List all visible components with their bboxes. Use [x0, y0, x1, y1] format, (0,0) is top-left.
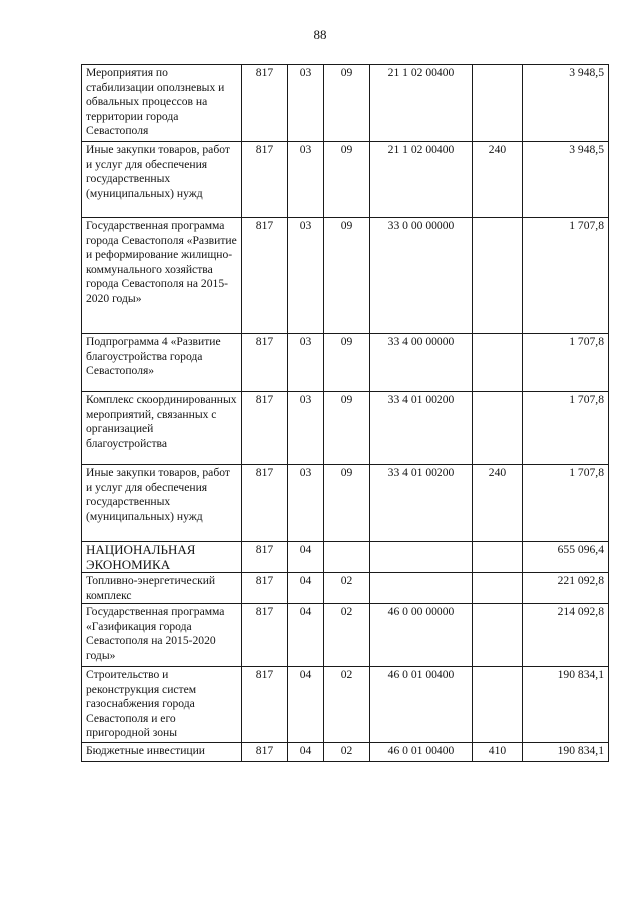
row-expense-type	[473, 65, 523, 142]
row-expense-type	[473, 573, 523, 604]
row-department-code: 817	[242, 334, 288, 392]
table-row	[82, 334, 609, 392]
row-name: Мероприятия по стабилизации оползневых и обвальных процессов на территории города Севастополя	[82, 65, 242, 142]
row-amount: 3 948,5	[523, 65, 609, 142]
row-name: Строительство и реконструкция систем газоснабжения города Севастополя и его пригородной зоны	[82, 667, 242, 743]
row-subsection-code: 09	[324, 65, 370, 142]
row-department-code: 817	[242, 743, 288, 762]
row-section-code: 04	[288, 743, 324, 762]
row-section-code: 03	[288, 334, 324, 392]
row-amount: 221 092,8	[523, 573, 609, 604]
row-amount: 3 948,5	[523, 142, 609, 218]
row-subsection-code	[324, 542, 370, 573]
row-section-code: 04	[288, 573, 324, 604]
table-row	[82, 542, 609, 573]
row-target-article: 46 0 00 00000	[370, 604, 473, 667]
table-row	[82, 743, 609, 762]
page-number: 88	[313, 27, 327, 42]
row-section-code: 03	[288, 65, 324, 142]
row-amount: 214 092,8	[523, 604, 609, 667]
row-expense-type	[473, 334, 523, 392]
table-row	[82, 392, 609, 465]
row-name: Подпрограмма 4 «Развитие благоустройства города Севастополя»	[82, 334, 242, 392]
row-department-code: 817	[242, 573, 288, 604]
row-department-code: 817	[242, 604, 288, 667]
row-target-article: 33 0 00 00000	[370, 218, 473, 334]
row-name: Бюджетные инвестиции	[82, 743, 242, 762]
row-target-article: 46 0 01 00400	[370, 667, 473, 743]
row-amount: 190 834,1	[523, 667, 609, 743]
row-amount: 655 096,4	[523, 542, 609, 573]
row-expense-type: 240	[473, 465, 523, 542]
row-section-code: 03	[288, 142, 324, 218]
row-subsection-code: 09	[324, 142, 370, 218]
table-row	[82, 65, 609, 142]
row-expense-type: 240	[473, 142, 523, 218]
row-subsection-code: 09	[324, 392, 370, 465]
row-target-article: 21 1 02 00400	[370, 142, 473, 218]
row-target-article: 33 4 01 00200	[370, 465, 473, 542]
row-target-article: 21 1 02 00400	[370, 65, 473, 142]
row-target-article	[370, 542, 473, 573]
row-subsection-code: 02	[324, 743, 370, 762]
row-amount: 1 707,8	[523, 334, 609, 392]
row-name: Иные закупки товаров, работ и услуг для обеспечения государственных (муниципальных) нужд	[82, 465, 242, 542]
row-target-article	[370, 573, 473, 604]
row-section-code: 03	[288, 392, 324, 465]
row-target-article: 33 4 01 00200	[370, 392, 473, 465]
row-department-code: 817	[242, 667, 288, 743]
row-department-code: 817	[242, 392, 288, 465]
row-name: Топливно-энергетический комплекс	[82, 573, 242, 604]
row-amount: 190 834,1	[523, 743, 609, 762]
row-subsection-code: 02	[324, 573, 370, 604]
row-amount: 1 707,8	[523, 465, 609, 542]
row-department-code: 817	[242, 218, 288, 334]
table-row	[82, 667, 609, 743]
row-name: Государственная программа «Газификация города Севастополя на 2015-2020 годы»	[82, 604, 242, 667]
row-expense-type	[473, 392, 523, 465]
row-department-code: 817	[242, 142, 288, 218]
row-department-code: 817	[242, 542, 288, 573]
row-department-code: 817	[242, 65, 288, 142]
row-section-code: 03	[288, 218, 324, 334]
row-expense-type	[473, 667, 523, 743]
budget-table	[81, 64, 609, 762]
row-subsection-code: 09	[324, 218, 370, 334]
row-expense-type	[473, 218, 523, 334]
row-section-code: 04	[288, 542, 324, 573]
row-target-article: 46 0 01 00400	[370, 743, 473, 762]
row-name: Иные закупки товаров, работ и услуг для обеспечения государственных (муниципальных) нужд	[82, 142, 242, 218]
row-department-code: 817	[242, 465, 288, 542]
table-body	[82, 65, 609, 762]
row-amount: 1 707,8	[523, 392, 609, 465]
row-subsection-code: 09	[324, 334, 370, 392]
row-name: НАЦИОНАЛЬНАЯ ЭКОНОМИКА	[82, 542, 242, 573]
row-amount: 1 707,8	[523, 218, 609, 334]
row-expense-type	[473, 542, 523, 573]
row-subsection-code: 02	[324, 667, 370, 743]
row-section-code: 04	[288, 604, 324, 667]
row-subsection-code: 02	[324, 604, 370, 667]
row-section-code: 04	[288, 667, 324, 743]
table-row	[82, 604, 609, 667]
table-row	[82, 218, 609, 334]
row-subsection-code: 09	[324, 465, 370, 542]
row-expense-type	[473, 604, 523, 667]
row-section-code: 03	[288, 465, 324, 542]
row-name: Комплекс скоординированных мероприятий, связанных с организацией благоустройства	[82, 392, 242, 465]
table-row	[82, 573, 609, 604]
row-name: Государственная программа города Севастополя «Развитие и реформирование жилищно-коммунального хозяйства города Севастополя на 2015-2020 годы»	[82, 218, 242, 334]
row-expense-type: 410	[473, 743, 523, 762]
row-target-article: 33 4 00 00000	[370, 334, 473, 392]
table-row	[82, 142, 609, 218]
table-row	[82, 465, 609, 542]
